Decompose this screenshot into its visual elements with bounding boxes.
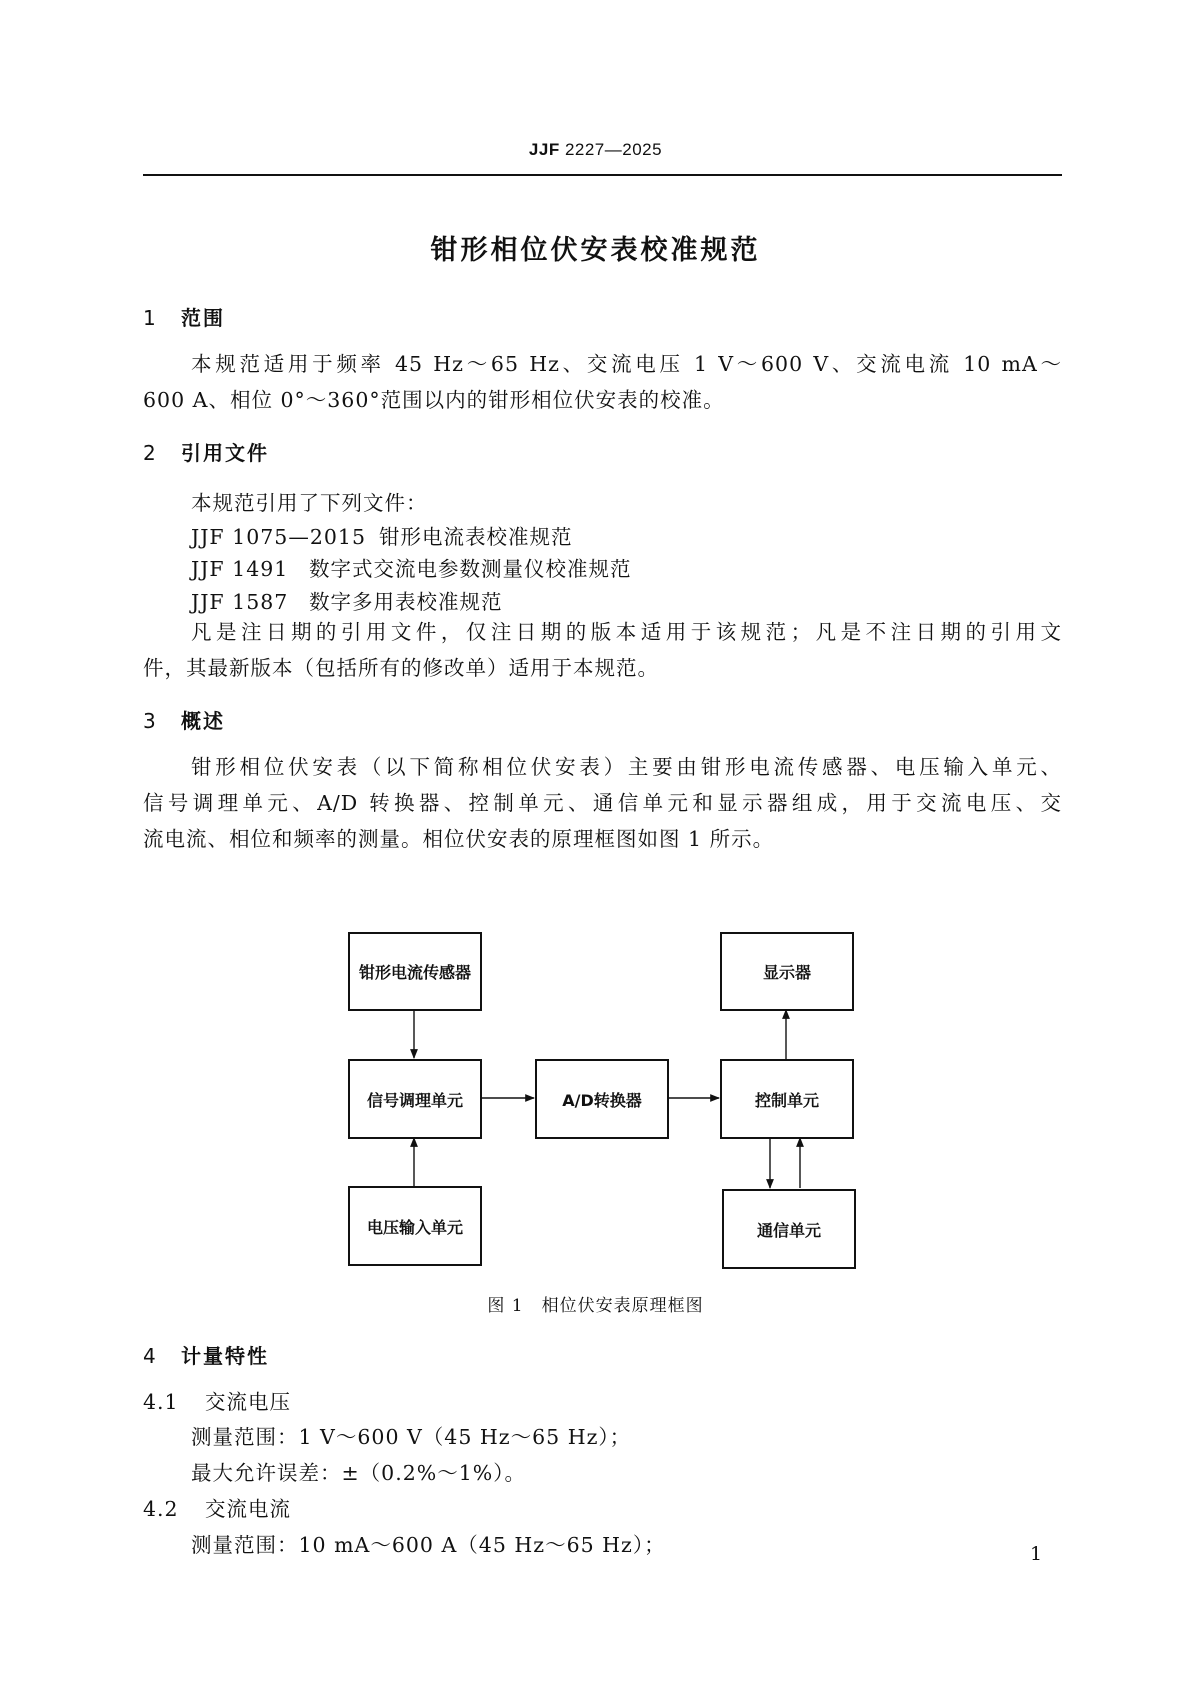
block-comm-unit: 通信单元 — [722, 1189, 856, 1269]
running-header — [0, 140, 1191, 160]
reference-code: JJF 1587 — [191, 590, 289, 614]
section-number: 3 — [143, 709, 158, 733]
reference-name: 钳形电流表校准规范 — [379, 525, 573, 549]
reference-code: JJF 1075—2015 — [191, 525, 367, 549]
references-note-line-2: 件，其最新版本（包括所有的修改单）适用于本规范。 — [143, 656, 659, 680]
header-prefix: JJF — [528, 140, 560, 159]
voltage-error-line: 最大允许误差：±（0.2%～1%）。 — [191, 1461, 527, 1485]
subsection-number: 4.1 — [143, 1390, 179, 1414]
section-2-heading — [143, 437, 269, 466]
subsection-title: 交流电流 — [205, 1497, 291, 1521]
section-1-line-1: 本规范适用于频率 45 Hz～65 Hz、交流电压 1 V～600 V、交流电流 10 mA～ — [191, 352, 1062, 376]
block-display: 显示器 — [720, 932, 854, 1011]
current-range-line: 测量范围：10 mA～600 A（45 Hz～65 Hz）； — [191, 1533, 666, 1557]
section-3-line-3: 流电流、相位和频率的测量。相位伏安表的原理框图如图 1 所示。 — [143, 827, 775, 851]
subsection-number: 4.2 — [143, 1497, 179, 1521]
section-3-line-1: 钳形相位伏安表（以下简称相位伏安表）主要由钳形电流传感器、电压输入单元、 — [191, 755, 1062, 779]
block-control-unit: 控制单元 — [720, 1059, 854, 1139]
document-title: 钳形相位伏安表校准规范 — [430, 235, 761, 266]
block-ad-converter: A/D转换器 — [535, 1059, 669, 1139]
figure-caption: 图 1 相位伏安表原理框图 — [487, 1296, 704, 1316]
header-number: 2227—2025 — [564, 140, 663, 159]
section-number: 2 — [143, 441, 158, 465]
voltage-range-line: 测量范围：1 V～600 V（45 Hz～65 Hz）； — [191, 1425, 632, 1449]
reference-item — [191, 585, 503, 615]
reference-name: 数字多用表校准规范 — [309, 590, 503, 614]
block-clamp-sensor: 钳形电流传感器 — [348, 932, 482, 1011]
section-title: 计量特性 — [181, 1344, 269, 1368]
block-signal-conditioning: 信号调理单元 — [348, 1059, 482, 1139]
section-1-heading — [143, 302, 225, 331]
reference-item — [191, 520, 573, 550]
subsection-title: 交流电压 — [205, 1390, 291, 1414]
header-divider — [143, 174, 1062, 176]
reference-name: 数字式交流电参数测量仪校准规范 — [309, 557, 632, 581]
section-title: 概述 — [181, 709, 225, 733]
subsection-4-1-heading — [143, 1385, 291, 1415]
section-title: 范围 — [181, 306, 225, 330]
section-1-line-2: 600 A、相位 0°～360°范围以内的钳形相位伏安表的校准。 — [143, 388, 725, 412]
section-number: 4 — [143, 1344, 158, 1368]
reference-item — [191, 552, 632, 582]
references-note-line-1: 凡是注日期的引用文件，仅注日期的版本适用于该规范；凡是不注日期的引用文 — [191, 620, 1062, 644]
section-title: 引用文件 — [181, 441, 269, 465]
reference-code: JJF 1491 — [191, 557, 289, 581]
section-4-heading — [143, 1340, 269, 1369]
page-number: 1 — [1030, 1543, 1043, 1565]
section-3-line-2: 信号调理单元、A/D 转换器、控制单元、通信单元和显示器组成，用于交流电压、交 — [143, 791, 1062, 815]
block-voltage-input: 电压输入单元 — [348, 1186, 482, 1266]
subsection-4-2-heading — [143, 1492, 291, 1522]
section-number: 1 — [143, 306, 158, 330]
references-intro: 本规范引用了下列文件： — [191, 491, 428, 515]
section-3-heading — [143, 705, 225, 734]
